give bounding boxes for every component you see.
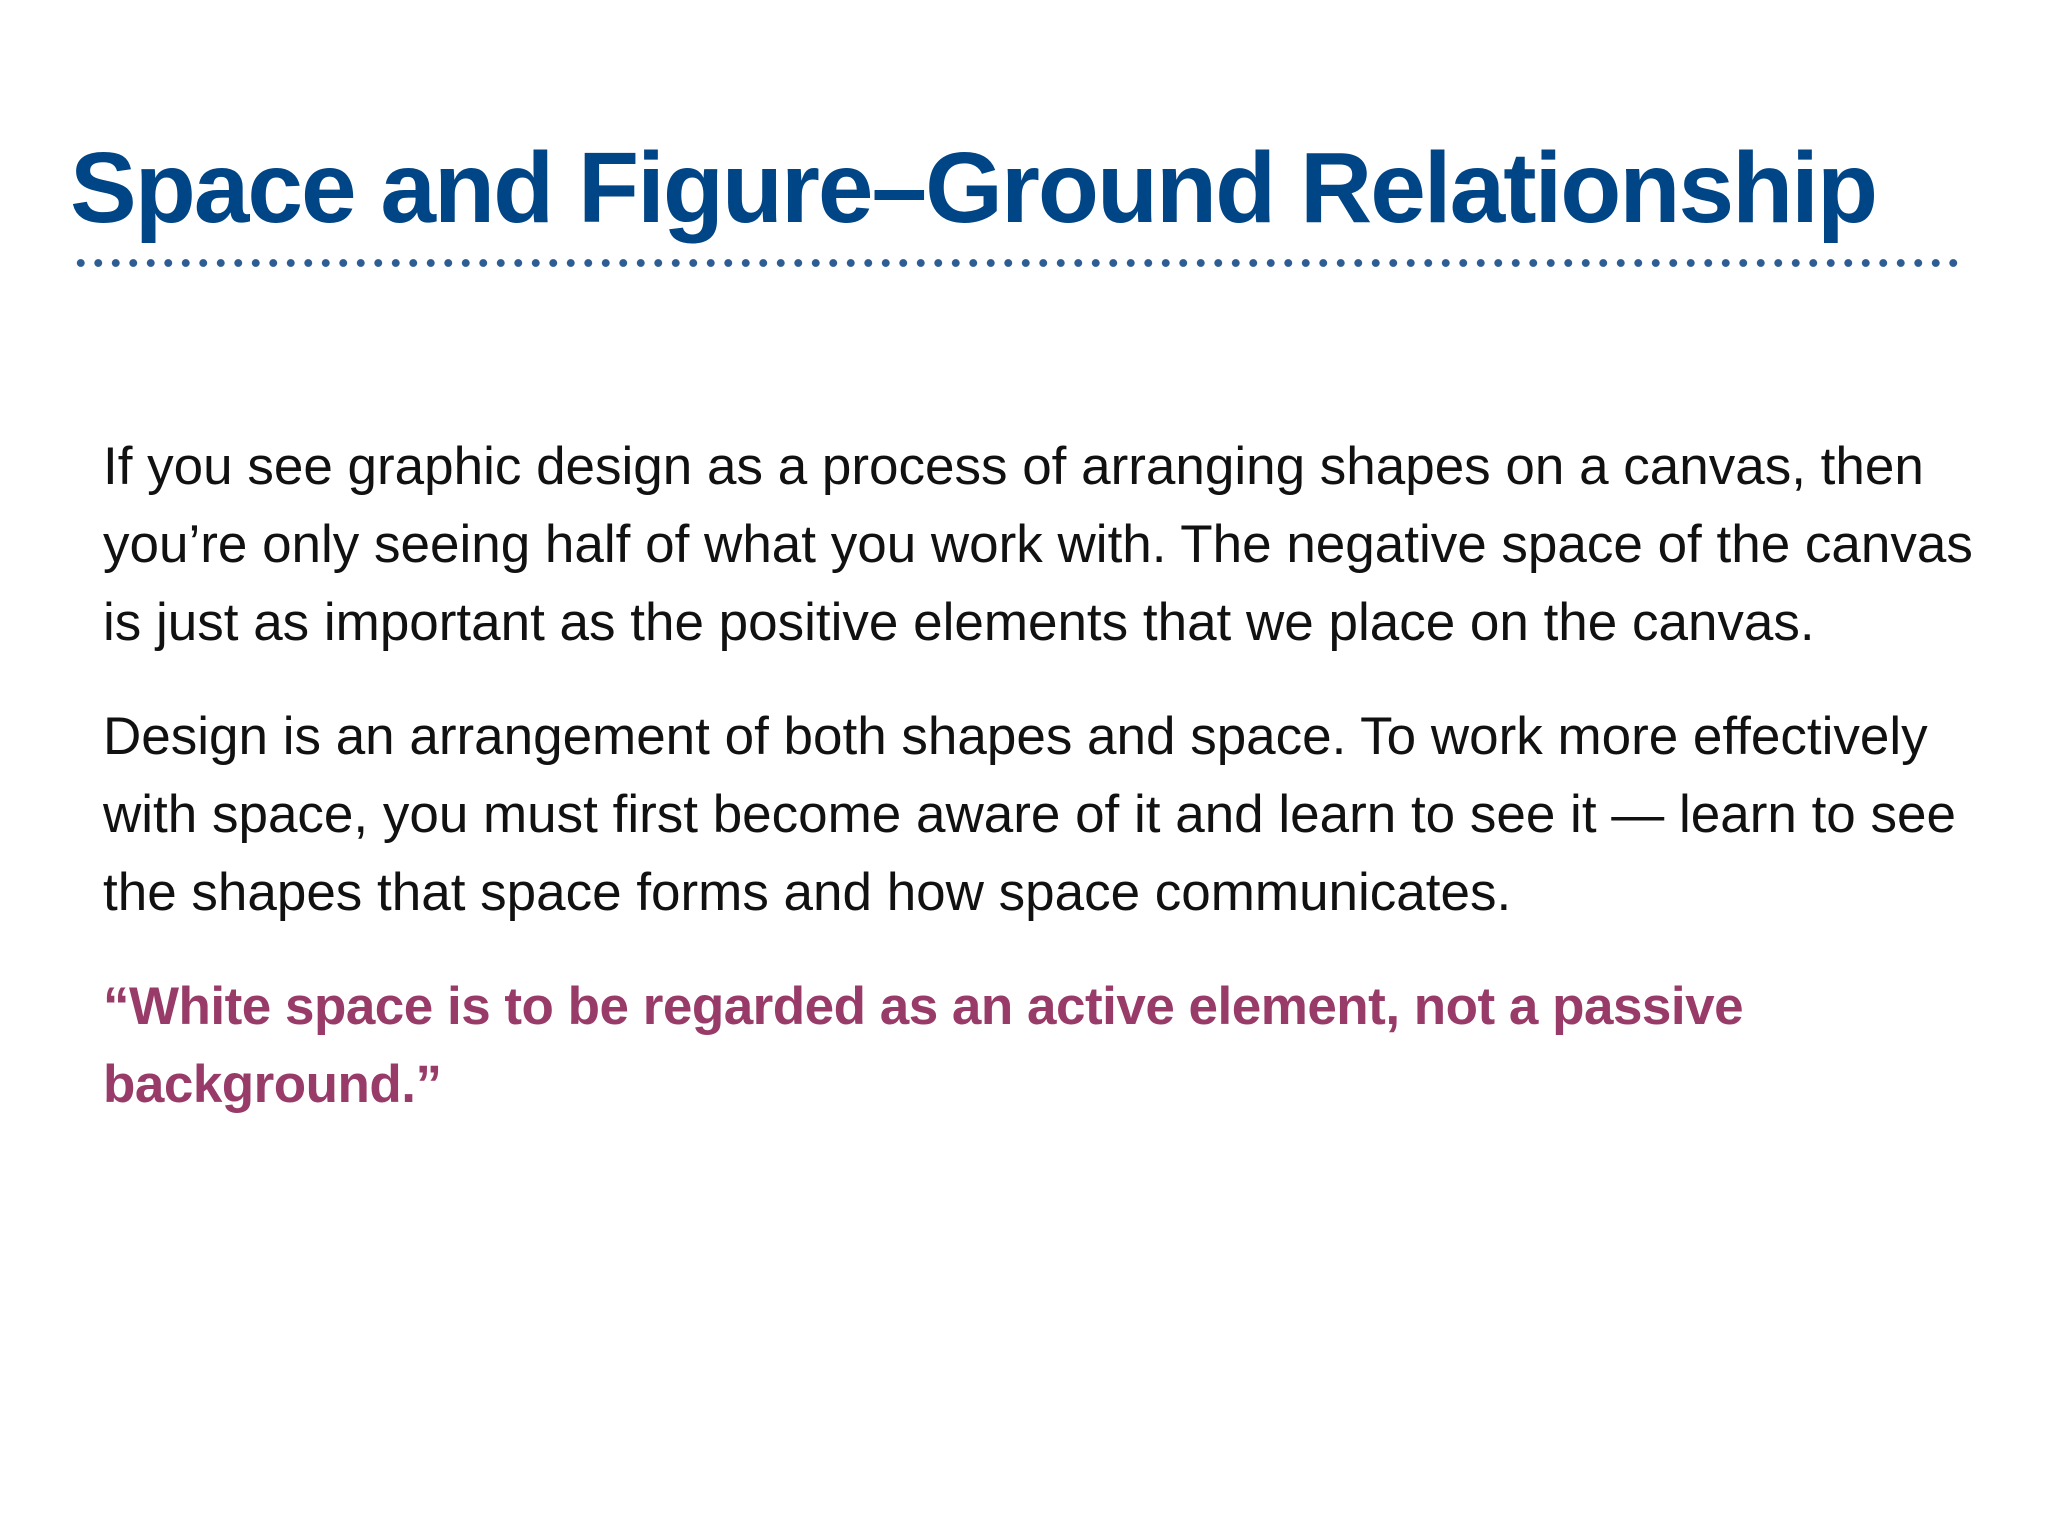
body-paragraph-2: Design is an arrangement of both shapes and space. To work more effectively with space, you must first become aware of it and learn to see it — learn to see the shapes that space forms and how space communicates. — [103, 707, 1956, 922]
slide-body — [103, 428, 2003, 1124]
title-dotted-divider — [72, 259, 1962, 267]
slide-title: Space and Figure–Ground Relationship — [70, 132, 1877, 244]
quote-text: “White space is to be regarded as an active element, not a passive background.” — [103, 977, 1744, 1114]
body-paragraph-1: If you see graphic design as a process of arranging shapes on a canvas, then you’re only seeing half of what you work with. The negative space of the canvas is just as important as the positive elements that we place on the canvas. — [103, 437, 1973, 652]
